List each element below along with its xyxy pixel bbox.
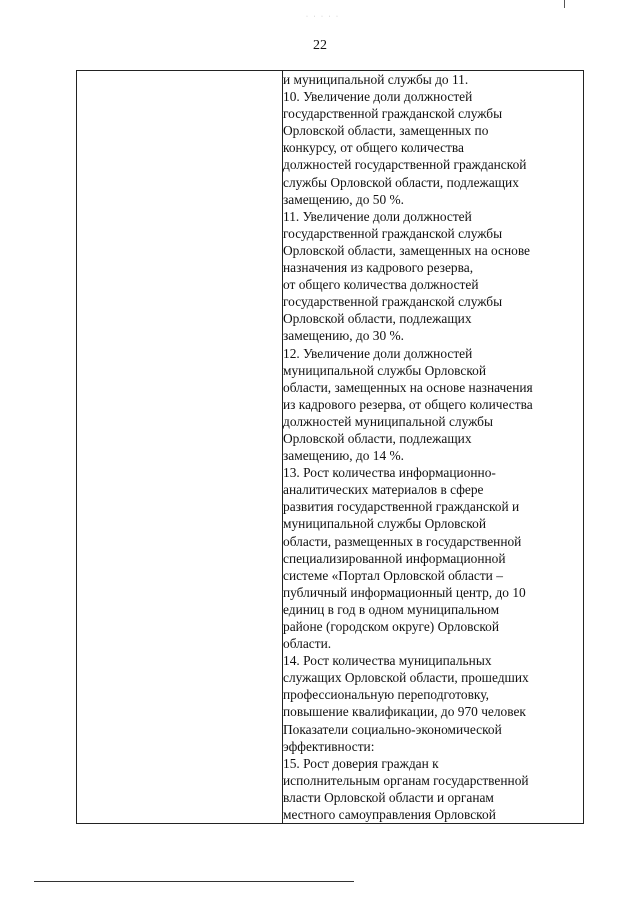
text-line: 10. Увеличение доли должностей — [283, 89, 473, 105]
text-line: развития государственной гражданской и — [283, 499, 520, 515]
text-line: 11. Увеличение доли должностей — [283, 208, 472, 224]
text-line: замещению, до 50 %. — [283, 191, 405, 207]
text-line: и муниципальной службы до 11. — [283, 72, 469, 87]
text-line: власти Орловской области и органам — [283, 789, 494, 805]
text-line: местного самоуправления Орловской — [283, 807, 496, 823]
text-line: 13. Рост количества информационно- — [283, 465, 496, 481]
text-line: Орловской области, подлежащих — [283, 430, 472, 446]
text-line: районе (городском округе) Орловской — [283, 619, 500, 634]
page-number: 22 — [313, 38, 327, 53]
text-line: государственной гражданской службы — [283, 225, 503, 241]
text-line: муниципальной службы Орловской — [283, 516, 487, 532]
text-line: Орловской области, замещенных по — [283, 123, 489, 139]
footer-rule — [34, 881, 354, 882]
text-line: 12. Увеличение доли должностей — [283, 345, 473, 361]
text-line: публичный информационный центр, до 10 — [283, 584, 526, 600]
table-cell-indicators — [283, 71, 584, 824]
text-line: муниципальной службы Орловской — [283, 362, 487, 378]
text-line: Орловской области, подлежащих — [283, 311, 472, 327]
text-line: специализированной информационной — [283, 550, 506, 566]
indicators-text — [283, 71, 583, 823]
scan-corner-mark — [564, 0, 565, 8]
text-line: повышение квалификации, до 970 человек — [283, 704, 526, 720]
text-line: замещению, до 30 %. — [283, 328, 405, 344]
text-line: служащих Орловской области, прошедших — [283, 670, 529, 686]
text-line: 15. Рост доверия граждан к — [283, 755, 439, 771]
scan-marks: · · · · · — [306, 14, 340, 20]
text-line: профессиональную переподготовку, — [283, 687, 489, 703]
text-line: Орловской области, замещенных на основе — [283, 242, 531, 258]
indicators-table — [76, 70, 584, 824]
text-line: системе «Портал Орловской области – — [283, 567, 503, 583]
text-line: должностей государственной гражданской — [283, 157, 527, 173]
text-line: эффективности: — [283, 738, 375, 754]
text-line: аналитических материалов в сфере — [283, 482, 484, 498]
text-line: от общего количества должностей — [283, 277, 479, 293]
text-line: единиц в год в одном муниципальном — [283, 601, 500, 617]
text-line: исполнительным органам государственной — [283, 772, 529, 788]
table-cell-empty — [77, 71, 283, 824]
table-row — [77, 71, 584, 824]
text-line: государственной гражданской службы — [283, 294, 503, 310]
text-line: 14. Рост количества муниципальных — [283, 653, 492, 669]
text-line: службы Орловской области, подлежащих — [283, 174, 519, 190]
text-line: назначения из кадрового резерва, — [283, 260, 474, 276]
text-line: области, размещенных в государственной — [283, 533, 522, 549]
text-line: области. — [283, 636, 332, 652]
text-line: области, замещенных на основе назначения — [283, 379, 533, 395]
text-line: должностей муниципальной службы — [283, 413, 493, 429]
text-line: из кадрового резерва, от общего количества — [283, 396, 533, 412]
text-line: государственной гражданской службы — [283, 106, 503, 122]
text-line: замещению, до 14 %. — [283, 448, 405, 464]
text-line: Показатели социально-экономической — [283, 721, 502, 737]
text-line: конкурсу, от общего количества — [283, 140, 464, 156]
